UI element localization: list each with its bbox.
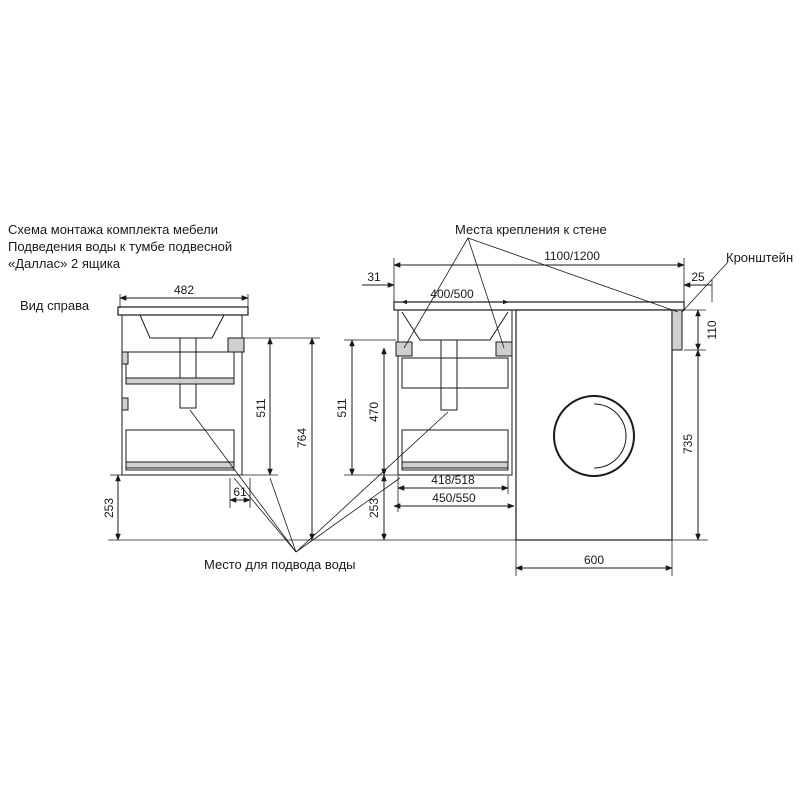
front-view-drawing [344,258,712,576]
dim-side-764: 764 [295,427,309,449]
bracket-leader [682,262,728,312]
dim-front-511: 511 [335,398,349,418]
side-view-label: Вид справа [20,298,90,313]
side-view-drawing [108,294,470,540]
dim-front-470: 470 [367,401,381,423]
dim-front-1100-1200: 1100/1200 [544,249,600,263]
dim-side-61: 61 [233,485,247,499]
dim-front-25: 25 [691,270,705,284]
water-supply-label: Место для подвода воды [204,557,356,572]
dim-front-600: 600 [583,553,605,567]
title-line-1: Схема монтажа комплекта мебели [8,222,218,237]
wall-mount-label: Места крепления к стене [455,222,607,237]
dim-side-482: 482 [173,283,195,297]
dim-front-110: 110 [705,320,719,340]
bracket-label: Кронштейн [726,250,794,265]
title-line-2: Подведения воды к тумбе подвесной [8,239,233,254]
dim-front-735: 735 [681,433,695,455]
water-supply-leaders [190,410,448,552]
dim-front-253: 253 [367,497,381,519]
dim-side-253: 253 [102,497,116,519]
dim-side-511: 511 [254,398,268,418]
dim-front-400-500: 400/500 [430,287,474,301]
dim-front-418-518: 418/518 [431,473,475,487]
title-line-3: «Даллас» 2 ящика [8,256,121,271]
dim-front-450-550: 450/550 [432,491,476,505]
dim-front-31: 31 [367,270,381,284]
